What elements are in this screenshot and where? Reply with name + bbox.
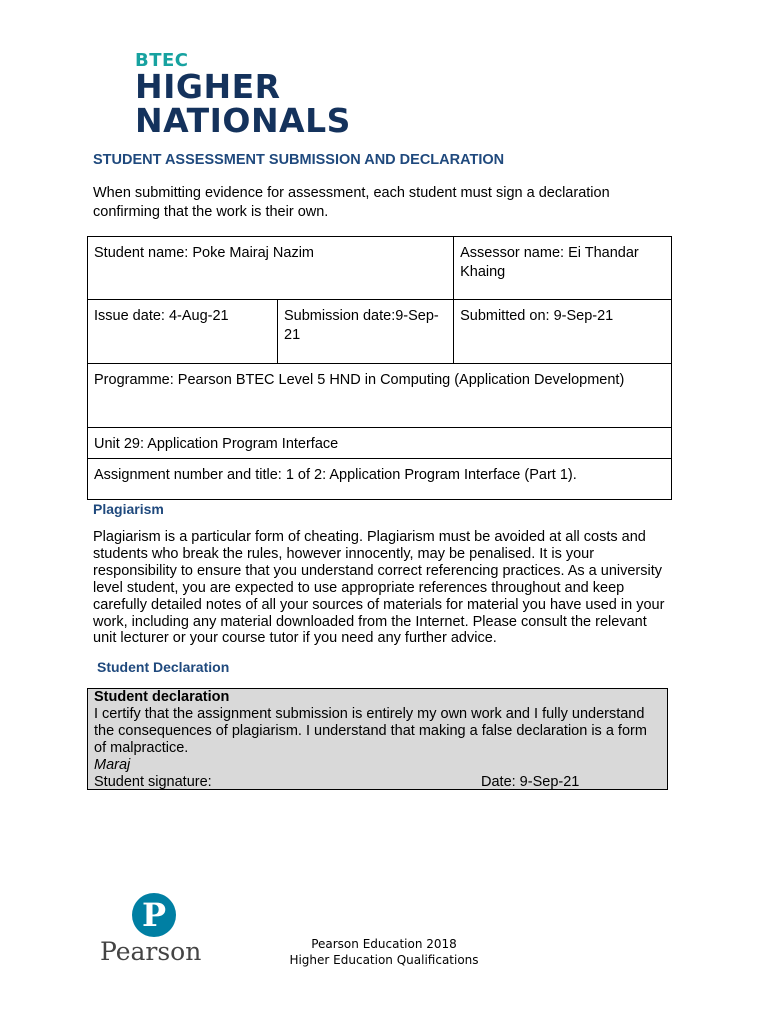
submission-info-table [87,236,672,500]
declaration-text: I certify that the assignment submission is entirely my own work and I fully understand the consequences of plagiarism. I understand that making a false declaration is a form of malpractice. [94,706,647,756]
logo-higher: HIGHER [135,67,281,106]
plagiarism-text: Plagiarism is a particular form of cheating. Plagiarism must be avoided at all costs and students who break the rules, however innocently, may be penalised. It is your responsibility to ensure that you understand correct referencing practices. As a university level student, you are expected to use appropriate references throughout and keep carefully detailed notes of all your sources of materials for material you have used in your work, including any material downloaded from the Internet. Please consult the relevant unit lecturer or your course tutor if you need any further advice. [93,529,665,647]
assignment-cell: Assignment number and title: 1 of 2: Application Program Interface (Part 1). [88,459,672,500]
submission-date-cell: Submission date:9-Sep-21 [278,300,454,364]
submitted-on-cell: Submitted on: 9-Sep-21 [454,300,672,364]
declaration-box [87,688,668,790]
declaration-date: Date: 9-Sep-21 [481,774,580,790]
footer-line-2: Higher Education Qualifications [289,953,479,967]
signature-label: Student signature: [94,774,212,790]
unit-cell: Unit 29: Application Program Interface [88,428,672,459]
student-name-cell: Student name: Poke Mairaj Nazim [88,237,454,300]
logo-btec: BTEC [135,50,189,71]
declaration-heading: Student Declaration [97,659,230,675]
programme-cell: Programme: Pearson BTEC Level 5 HND in Computing (Application Development) [88,364,672,428]
assessor-name-cell: Assessor name: Ei Thandar Khaing [454,237,672,300]
declaration-box-heading: Student declaration [94,689,230,705]
pearson-p-icon: P [132,893,176,937]
btec-logo [135,52,351,138]
page-title: STUDENT ASSESSMENT SUBMISSION AND DECLARATION [93,152,505,168]
footer-line-1: Pearson Education 2018 [311,937,457,951]
logo-nationals: NATIONALS [135,101,351,140]
pearson-wordmark: Pearson [100,937,202,966]
page-footer [270,936,498,968]
intro-text: When submitting evidence for assessment, each student must sign a declaration confirming that the work is their own. [93,185,610,220]
issue-date-cell: Issue date: 4-Aug-21 [88,300,278,364]
plagiarism-heading: Plagiarism [93,501,164,517]
student-signature: Maraj [94,757,131,773]
